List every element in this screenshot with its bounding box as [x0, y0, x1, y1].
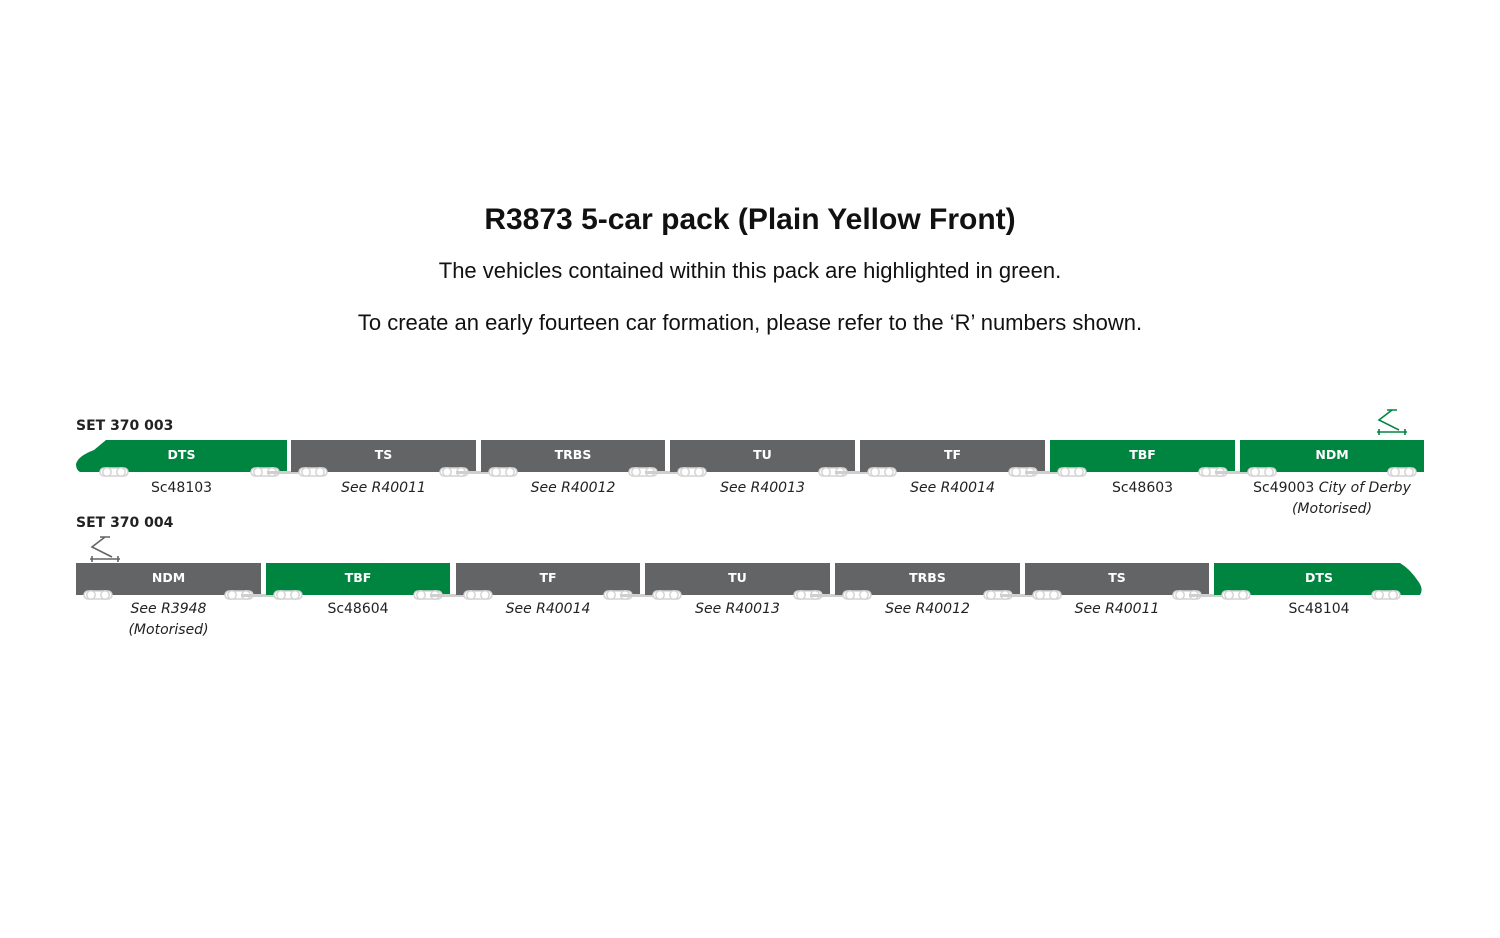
car-tbf [1050, 438, 1235, 472]
car-ts [291, 438, 476, 472]
see-reference: See R40014 [505, 601, 591, 617]
car-type-label: TBF [344, 570, 372, 585]
see-reference: See R40011 [341, 480, 426, 496]
set-label-370-004: SET 370 004 [76, 515, 174, 531]
car-type-label: NDM [151, 570, 186, 585]
see-reference: See R40014 [910, 480, 995, 496]
see-reference: See R40013 [695, 601, 780, 617]
car-trbs [835, 561, 1020, 595]
car-trbs [481, 438, 665, 472]
set-label-370-003: SET 370 003 [76, 418, 174, 434]
car-tf [456, 561, 640, 595]
car-type-label: TRBS [554, 447, 592, 462]
see-reference: See R3948 [130, 601, 207, 617]
vehicle-number: Sc48104 [1288, 601, 1350, 617]
car-tu [645, 561, 830, 595]
caption-line [1210, 478, 1454, 499]
pack-description: The vehicles contained within this pack are highlighted in green. [438, 258, 1062, 283]
car-type-label: TF [943, 447, 962, 462]
car-tbf [266, 561, 450, 595]
car-tf [860, 438, 1045, 472]
pantograph-icon [88, 535, 122, 567]
car-caption [1210, 478, 1454, 520]
pantograph-icon [1375, 408, 1409, 440]
car-type-label: DTS [1305, 570, 1333, 585]
caption-line [1184, 599, 1454, 620]
vehicle-number: Sc49003 [1253, 480, 1315, 496]
car-type-label: TBF [1129, 447, 1156, 462]
car-type-label: DTS [167, 447, 196, 462]
motorised-note: (Motorised) [128, 622, 209, 638]
car-ts [1025, 561, 1209, 595]
car-dts [76, 438, 287, 472]
car-tu [670, 438, 855, 472]
vehicle-number: Sc48103 [150, 480, 213, 496]
page-title: R3873 5-car pack (Plain Yellow Front) [484, 203, 1016, 236]
see-reference: See R40012 [530, 480, 616, 496]
vehicle-name: City of Derby [1318, 480, 1411, 496]
car-type-label: TS [374, 447, 393, 462]
car-type-label: NDM [1315, 447, 1349, 462]
formation-instructions: To create an early fourteen car formation, please refer to the ‘R’ numbers shown. [357, 310, 1143, 335]
car-dts [1214, 561, 1424, 595]
vehicle-number: Sc48604 [327, 601, 389, 617]
car-type-label: TU [753, 447, 772, 462]
car-type-label: TU [728, 570, 747, 585]
vehicle-number: Sc48603 [1111, 480, 1174, 496]
car-ndm [1240, 438, 1424, 472]
see-reference: See R40013 [720, 480, 805, 496]
car-caption [1184, 599, 1454, 620]
car-type-label: TF [539, 570, 557, 585]
see-reference: See R40011 [1074, 601, 1160, 617]
car-type-label: TS [1108, 570, 1126, 585]
see-reference: See R40012 [885, 601, 970, 617]
car-type-label: TRBS [909, 570, 946, 585]
motorised-note: (Motorised) [1291, 501, 1373, 517]
